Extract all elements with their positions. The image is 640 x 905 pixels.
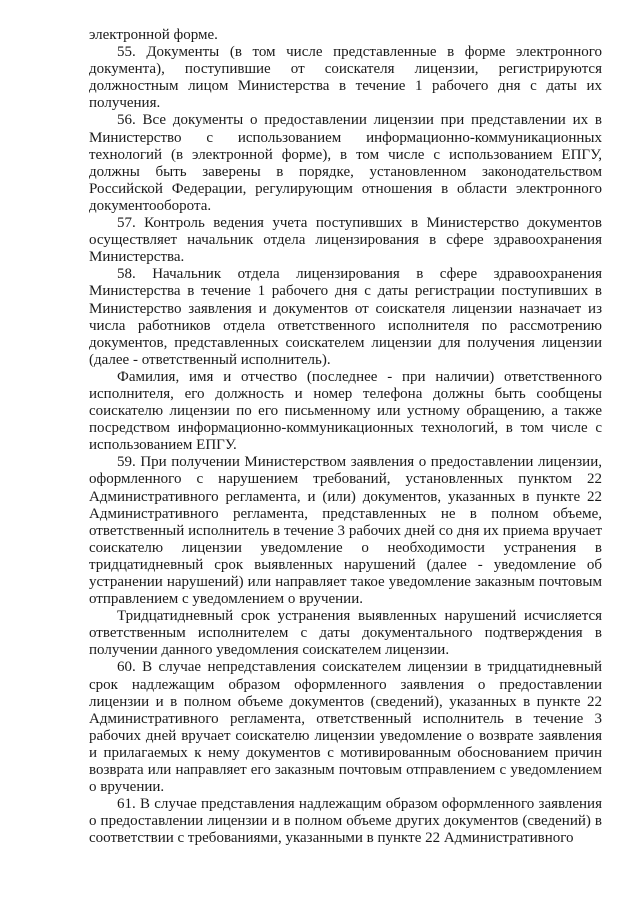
paragraph-59: 59. При получении Министерством заявления о предоставлении лицензии, оформленного с нарушением требований, установленных пунктом 22 Административного регламента, и (или) документов, указанных в пункте 22 Административного регламента, представленных не в полном объеме, ответственный исполнитель в течение 3 рабочих дней со дня их приема вручает соискателю лицензии уведомление о необходимости устранения в тридцатидневный срок выявленных нарушений (далее - уведомление об устранении нарушений) или направляет такое уведомление заказным почтовым отправлением с уведомлением о вручении. [89, 454, 602, 608]
paragraph-57: 57. Контроль ведения учета поступивших в Министерство документов осуществляет начальник отдела лицензирования в сфере здравоохранения Министерства. [89, 215, 602, 266]
paragraph-continuation: электронной форме. [89, 27, 218, 43]
paragraph-58: 58. Начальник отдела лицензирования в сфере здравоохранения Министерства в течение 1 рабочего дня с даты регистрации поступивших в Министерство заявления и документов от соискателя лицензии назначает из числа работников отдела ответственного исполнителя по рассмотрению документов, представленных соискателем лицензии для получения лицензии (далее - ответственный исполнитель). [89, 266, 602, 368]
paragraph-55: 55. Документы (в том числе представленные в форме электронного документа), поступившие от соискателя лицензии, регистрируются должностным лицом Министерства в течение 1 рабочего дня с даты их получения. [89, 44, 602, 112]
paragraph-58-contact: Фамилия, имя и отчество (последнее - при наличии) ответственного исполнителя, его должность и номер телефона должны быть сообщены соискателю лицензии по его письменному или устному обращению, а также посредством информационно-коммуникационных технологий, в том числе с использованием ЕПГУ. [89, 368, 602, 454]
paragraph-61: 61. В случае представления надлежащим образом оформленного заявления о предоставлении лицензии и в полном объеме других документов (сведений) в соответствии с требованиями, указанными в пункте 22 Административного [89, 796, 602, 847]
paragraph-59-term: Тридцатидневный срок устранения выявленных нарушений исчисляется ответственным исполнителем с даты документального подтверждения в получении данного уведомления соискателем лицензии. [89, 608, 602, 659]
paragraph-56: 56. Все документы о предоставлении лицензии при представлении их в Министерство с использованием информационно-коммуникационных технологий (в электронной форме), в том числе с использованием ЕПГУ, должны быть заверены в порядке, установленном законодательством Российской Федерации, регулирующим отношения в области электронного документооборота. [89, 112, 602, 214]
paragraph-60: 60. В случае непредставления соискателем лицензии в тридцатидневный срок надлежащим образом оформленного заявления о предоставлении лицензии и в полном объеме документов (сведений), указанных в пункте 22 Административного регламента, ответственный исполнитель в течение 3 рабочих дней вручает соискателю лицензии уведомление о возврате заявления и прилагаемых к нему документов с мотивированным обоснованием причин возврата или направляет его заказным почтовым отправлением с уведомлением о вручении. [89, 659, 602, 796]
